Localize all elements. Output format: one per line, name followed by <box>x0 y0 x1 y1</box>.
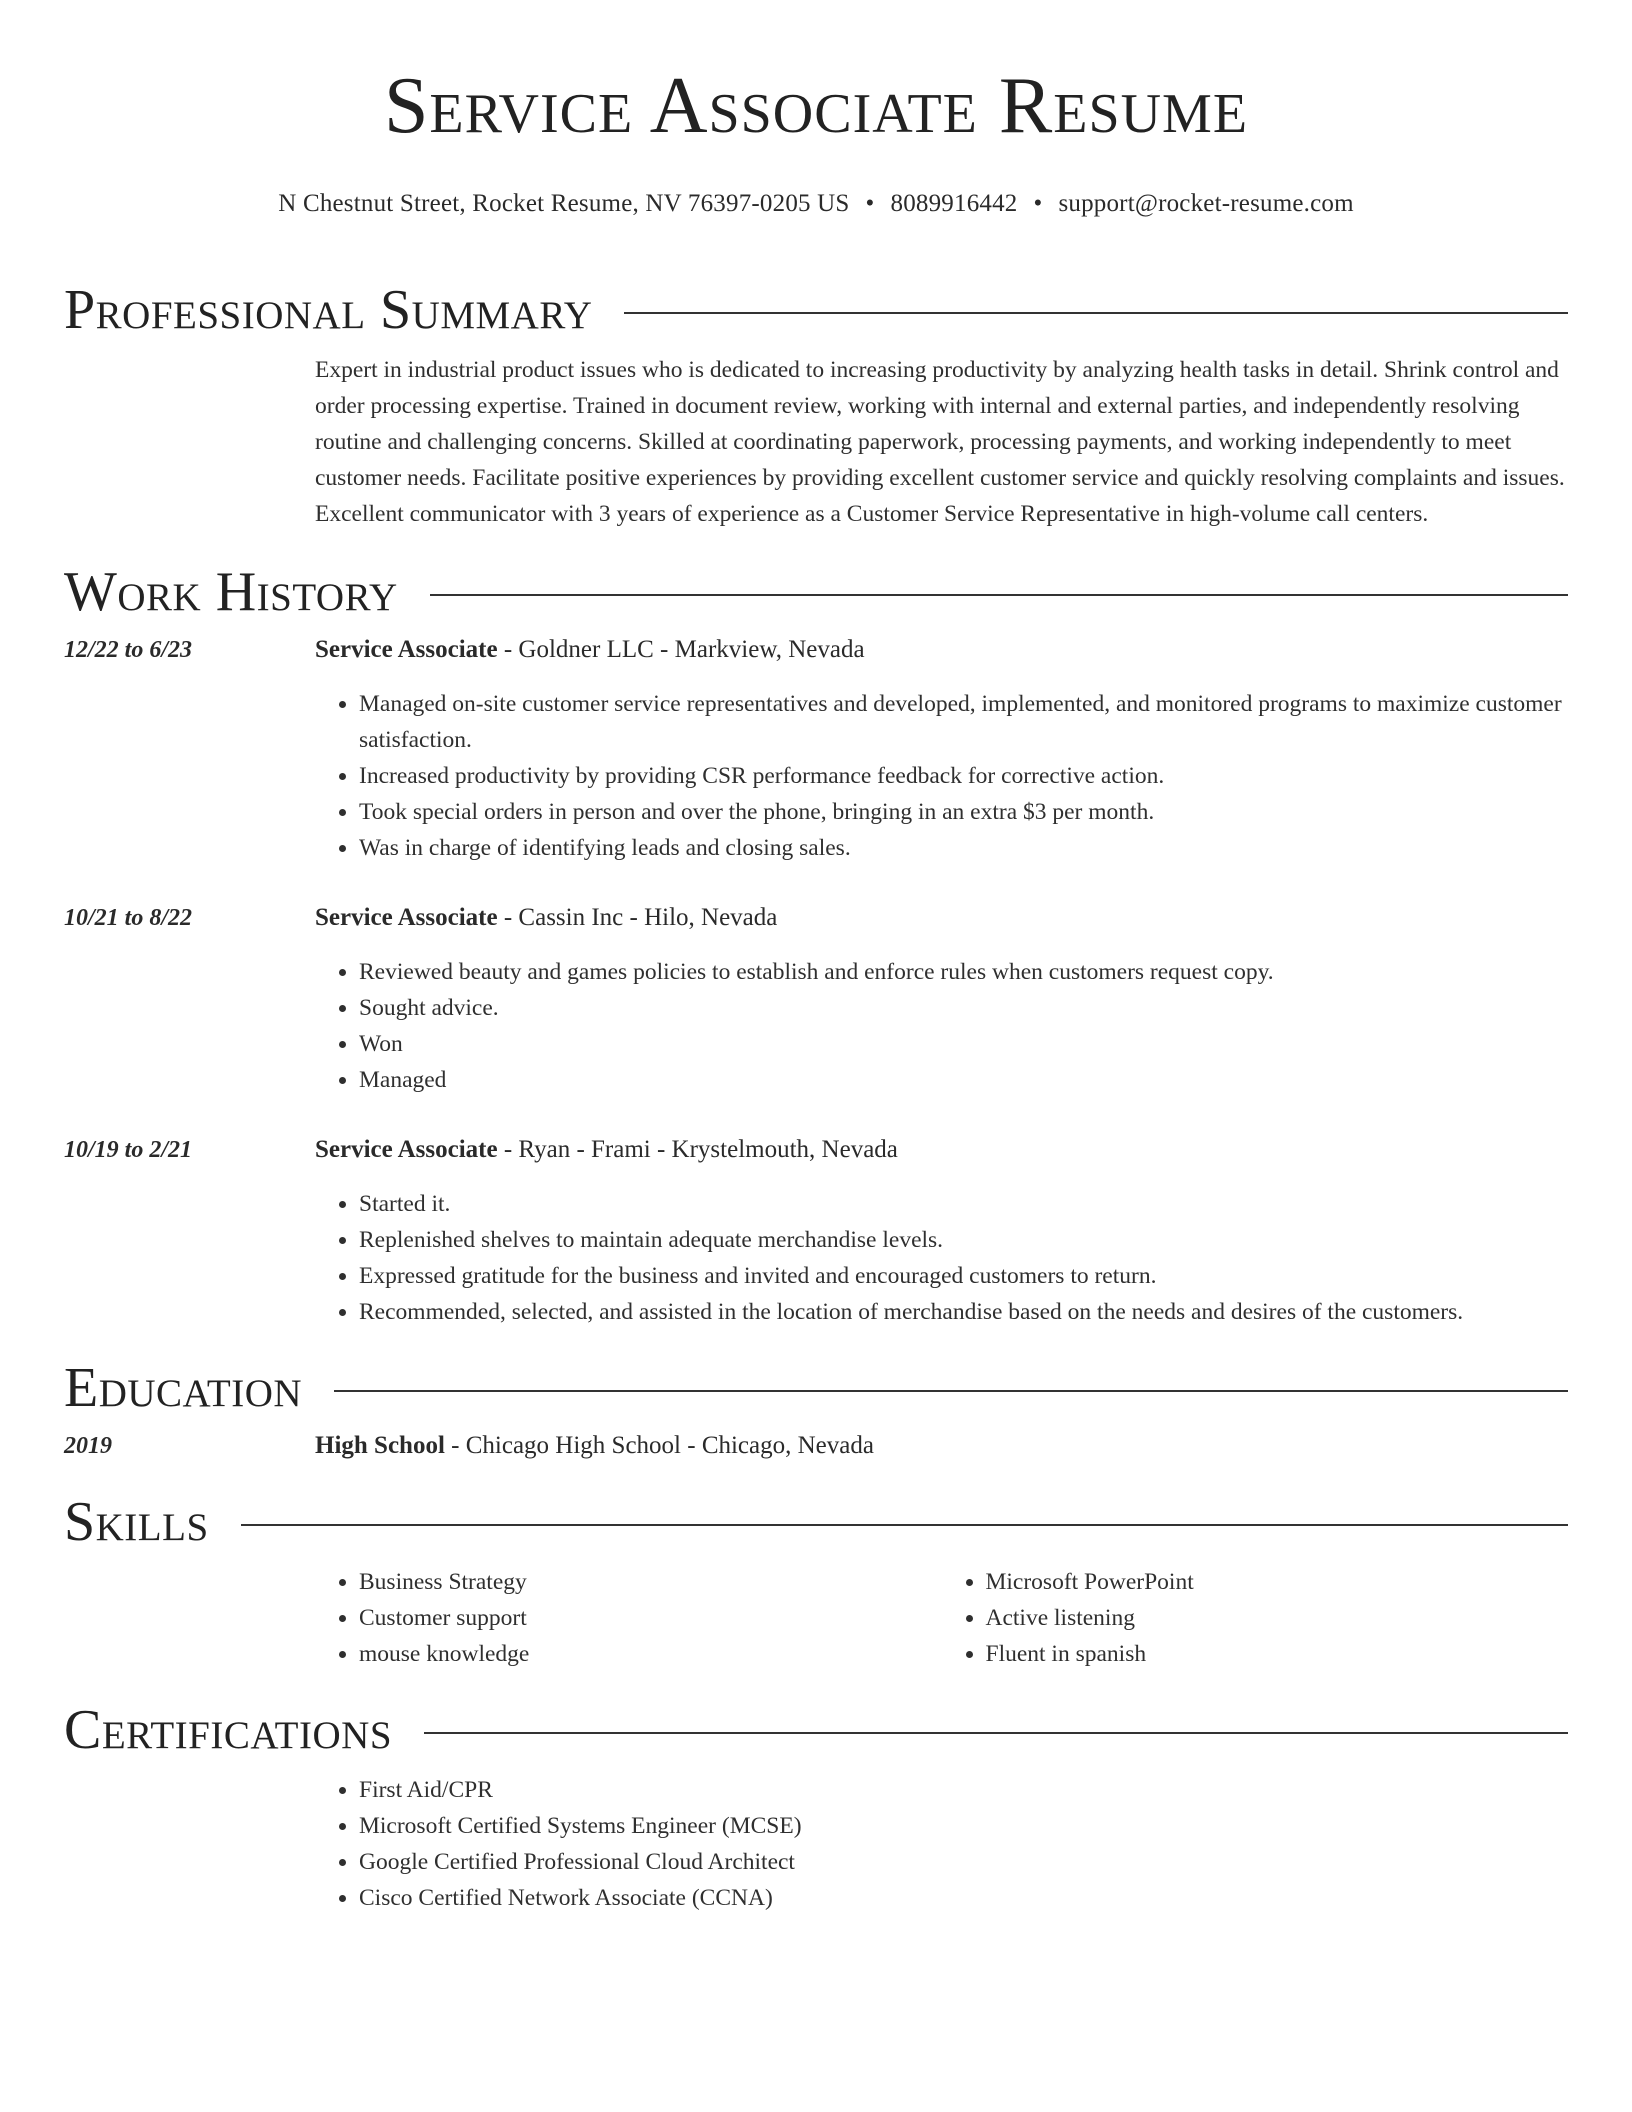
section-header <box>64 279 1568 341</box>
skills-list-right <box>942 1564 1569 1672</box>
section-divider <box>334 1390 1568 1392</box>
job-title-line <box>315 900 1568 936</box>
education-section <box>64 1357 1568 1464</box>
job-bullets <box>315 686 1568 866</box>
education-body <box>315 1428 1568 1464</box>
list-item: • Fluent in spanish <box>986 1636 1569 1672</box>
list-item: • Active listening <box>986 1600 1569 1636</box>
list-item: • Recommended, selected, and assisted in the location of merchandise based on the needs and desires of the customers. <box>359 1294 1568 1330</box>
job-title-line <box>315 632 1568 668</box>
section-divider <box>430 594 1568 596</box>
job-entry <box>64 900 1568 1098</box>
certifications-section <box>64 1699 1568 1916</box>
list-item: • Was in charge of identifying leads and closing sales. <box>359 830 1568 866</box>
list-item: • Managed <box>359 1062 1568 1098</box>
list-item: • Won <box>359 1026 1568 1062</box>
section-divider <box>424 1732 1568 1734</box>
list-item: • mouse knowledge <box>359 1636 942 1672</box>
section-divider <box>241 1524 1568 1526</box>
section-heading: Work History <box>64 561 398 623</box>
list-item: • Microsoft Certified Systems Engineer (MCSE) <box>359 1808 1568 1844</box>
job-title: Service Associate <box>315 636 498 663</box>
job-title: Service Associate <box>315 904 498 931</box>
certifications-body <box>315 1772 1568 1916</box>
job-body <box>315 632 1568 866</box>
list-item: • First Aid/CPR <box>359 1772 1568 1808</box>
job-details: - Goldner LLC - Markview, Nevada <box>497 636 865 663</box>
list-item: • Microsoft PowerPoint <box>986 1564 1569 1600</box>
list-item: • Replenished shelves to maintain adequate merchandise levels. <box>359 1222 1568 1258</box>
contact-line <box>64 190 1568 218</box>
section-divider <box>624 312 1568 314</box>
job-title: Service Associate <box>315 1136 498 1163</box>
phone: 8089916442 <box>890 190 1018 217</box>
section-header <box>64 1699 1568 1761</box>
list-item: • Customer support <box>359 1600 942 1636</box>
separator: • <box>865 190 875 217</box>
section-heading: Skills <box>64 1491 209 1553</box>
education-date: 2019 <box>64 1433 112 1459</box>
skills-list-left <box>315 1564 942 1672</box>
list-item: • Cisco Certified Network Associate (CCNA) <box>359 1880 1568 1916</box>
job-date: 10/21 to 8/22 <box>64 905 193 931</box>
address: N Chestnut Street, Rocket Resume, NV 76397-0205 US <box>278 190 850 217</box>
job-date: 10/19 to 2/21 <box>64 1137 193 1163</box>
list-item: • Sought advice. <box>359 990 1568 1026</box>
summary-section <box>64 279 1568 532</box>
section-header <box>64 561 1568 623</box>
job-bullets <box>315 1186 1568 1330</box>
education-degree: High School <box>315 1432 445 1459</box>
job-body <box>315 900 1568 1098</box>
list-item: • Started it. <box>359 1186 1568 1222</box>
job-bullets <box>315 954 1568 1098</box>
job-entry <box>64 632 1568 866</box>
job-entry <box>64 1132 1568 1330</box>
resume-title: Service Associate Resume <box>383 62 1249 150</box>
section-heading: Professional Summary <box>64 279 593 341</box>
list-item: • Google Certified Professional Cloud Architect <box>359 1844 1568 1880</box>
summary-text: Expert in industrial product issues who is dedicated to increasing productivity by analyzing health tasks in detail. Shrink control and order processing expertise. Trained in document review, working with internal and external parties, and independently resolving routine and challenging concerns. Skilled at coordinating paperwork, processing payments, and working independently to meet customer needs. Facilitate positive experiences by providing excellent customer service and quickly resolving complaints and issues. Excellent communicator with 3 years of experience as a Customer Service Representative in high-volume call centers. <box>315 357 1565 527</box>
job-title-line <box>315 1132 1568 1168</box>
list-item: • Expressed gratitude for the business and invited and encouraged customers to return. <box>359 1258 1568 1294</box>
section-header <box>64 1357 1568 1419</box>
skills-grid <box>315 1564 1568 1672</box>
email: support@rocket-resume.com <box>1058 190 1354 217</box>
education-line <box>315 1428 1568 1464</box>
section-heading: Certifications <box>64 1699 393 1761</box>
work-history-section <box>64 561 1568 1330</box>
skills-section <box>64 1491 1568 1672</box>
list-item: • Took special orders in person and over the phone, bringing in an extra $3 per month. <box>359 794 1568 830</box>
job-date: 12/22 to 6/23 <box>64 637 193 663</box>
list-item: • Managed on-site customer service representatives and developed, implemented, and monitored programs to maximize customer satisfaction. <box>359 686 1568 758</box>
job-body <box>315 1132 1568 1330</box>
section-heading: Education <box>64 1357 303 1419</box>
education-entry <box>64 1428 1568 1464</box>
list-item: • Reviewed beauty and games policies to establish and enforce rules when customers request copy. <box>359 954 1568 990</box>
education-details: - Chicago High School - Chicago, Nevada <box>444 1432 874 1459</box>
list-item: • Increased productivity by providing CSR performance feedback for corrective action. <box>359 758 1568 794</box>
job-details: - Ryan - Frami - Krystelmouth, Nevada <box>497 1136 898 1163</box>
separator: • <box>1033 190 1043 217</box>
job-details: - Cassin Inc - Hilo, Nevada <box>497 904 778 931</box>
list-item: • Business Strategy <box>359 1564 942 1600</box>
section-header <box>64 1491 1568 1553</box>
certifications-list <box>315 1772 1568 1916</box>
